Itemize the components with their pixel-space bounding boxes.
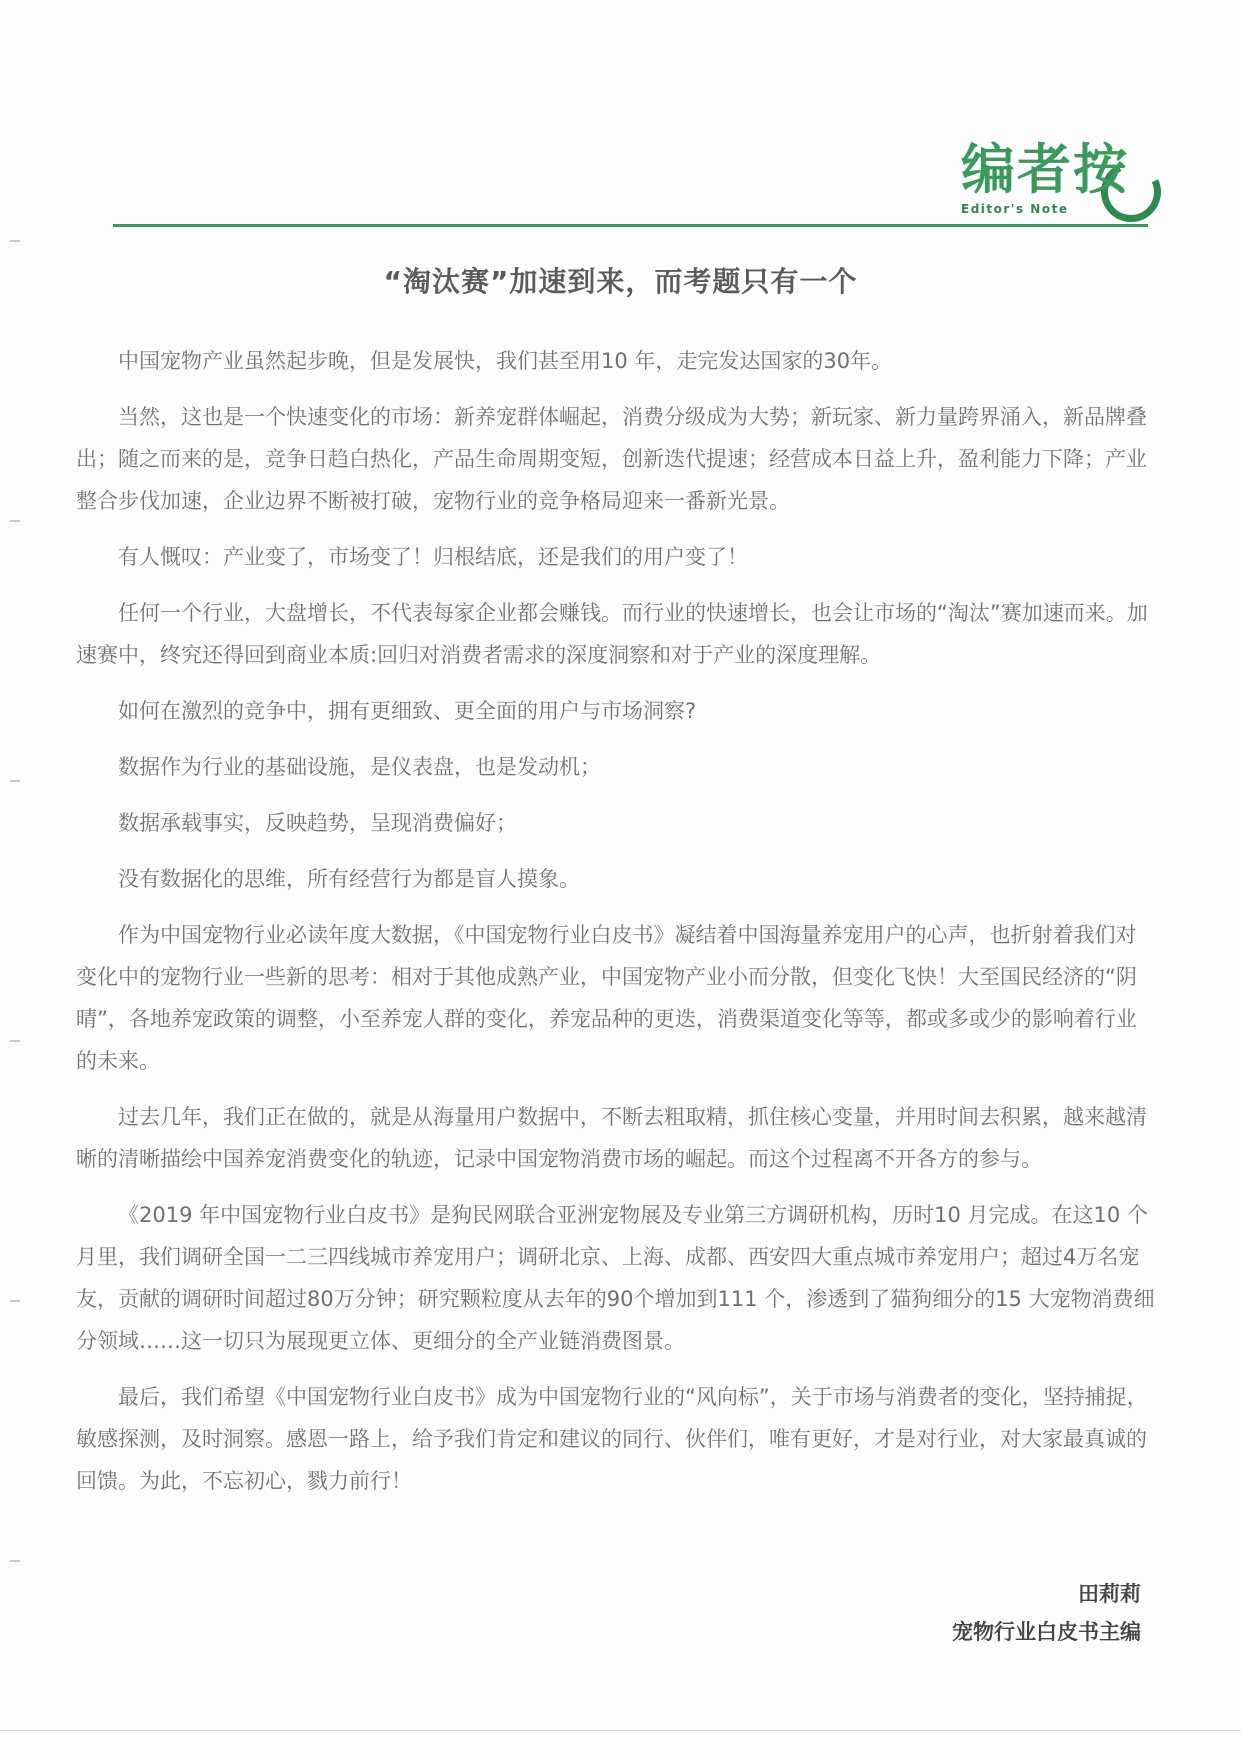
paragraph: 当然，这也是一个快速变化的市场：新养宠群体崛起，消费分级成为大势；新玩家、新力量跨界涌入，新品牌叠出；随之而来的是，竞争日趋白热化，产品生命周期变短，创新迭代提速；经营成本日益上升，盈利能力下降；产业整合步伐加速，企业边界不断被打破，宠物行业的竞争格局迎来一番新光景。 <box>76 405 1147 513</box>
paragraph: 任何一个行业，大盘增长，不代表每家企业都会赚钱。而行业的快速增长，也会让市场的“淘汰”赛加速而来。加速赛中，终究还得回到商业本质:回归对消费者需求的深度洞察和对于产业的深度理解。 <box>76 601 1148 667</box>
scan-edge-mark <box>10 240 20 242</box>
signature-block <box>952 1575 1141 1651</box>
scan-edge-mark <box>10 1040 20 1042</box>
badge-title: 编者按 <box>961 138 1129 201</box>
scan-edge-mark <box>10 1300 20 1302</box>
paragraph: 中国宠物产业虽然起步晚，但是发展快，我们甚至用10 年，走完发达国家的30年。 <box>118 349 893 373</box>
page-title: “淘汰赛”加速到来，而考题只有一个 <box>383 265 858 298</box>
paragraph: 《2019 年中国宠物行业白皮书》是狗民网联合亚洲宠物展及专业第三方调研机构，历时10 月完成。在这10 个月里，我们调研全国一二三四线城市养宠用户；调研北京、上海、成都、西安四大重点城市养宠用户；超过4万名宠友，贡献的调研时间超过80万分钟；研究颗粒度从去年的90个增加到111 个，渗透到了猫狗细分的15 大宠物消费细分领域……这一切只为展现更立体、更细分的全产业链消费图景。 <box>76 1203 1155 1353</box>
page-bottom-edge <box>0 1730 1241 1731</box>
signature-title: 宠物行业白皮书主编 <box>952 1620 1141 1644</box>
paragraph: 数据作为行业的基础设施，是仪表盘，也是发动机； <box>118 755 601 779</box>
header-divider <box>113 224 1148 227</box>
article-body <box>76 340 1156 1516</box>
paragraph: 过去几年，我们正在做的，就是从海量用户数据中，不断去粗取精，抓住核心变量，并用时间去积累，越来越清晰的清晰描绘中国养宠消费变化的轨迹，记录中国宠物消费市场的崛起。而这个过程离不开各方的参与。 <box>76 1105 1147 1171</box>
paragraph: 最后，我们希望《中国宠物行业白皮书》成为中国宠物行业的“风向标”，关于市场与消费者的变化，坚持捕捉，敏感探测，及时洞察。感恩一路上，给予我们肯定和建议的同行、伙伴们，唯有更好，才是对行业，对大家最真诚的回馈。为此，不忘初心，戮力前行！ <box>76 1385 1148 1493</box>
paragraph: 如何在激烈的竞争中，拥有更细致、更全面的用户与市场洞察? <box>118 699 697 723</box>
scan-edge-mark <box>10 780 20 782</box>
editors-note-badge <box>961 140 1161 230</box>
paragraph: 没有数据化的思维，所有经营行为都是盲人摸象。 <box>118 867 580 891</box>
signature-name: 田莉莉 <box>1078 1582 1141 1606</box>
paragraph: 数据承载事实，反映趋势，呈现消费偏好； <box>118 811 517 835</box>
scan-edge-mark <box>10 1560 20 1562</box>
paragraph: 作为中国宠物行业必读年度大数据，《中国宠物行业白皮书》凝结着中国海量养宠用户的心声，也折射着我们对变化中的宠物行业一些新的思考：相对于其他成熟产业，中国宠物产业小而分散，但变化飞快！大至国民经济的“阴晴”，各地养宠政策的调整，小至养宠人群的变化，养宠品种的更迭，消费渠道变化等等，都或多或少的影响着行业的未来。 <box>76 923 1137 1073</box>
scan-edge-mark <box>10 520 20 522</box>
paragraph: 有人慨叹：产业变了，市场变了！归根结底，还是我们的用户变了！ <box>118 545 748 569</box>
badge-subtitle: Editor's Note <box>961 202 1069 216</box>
